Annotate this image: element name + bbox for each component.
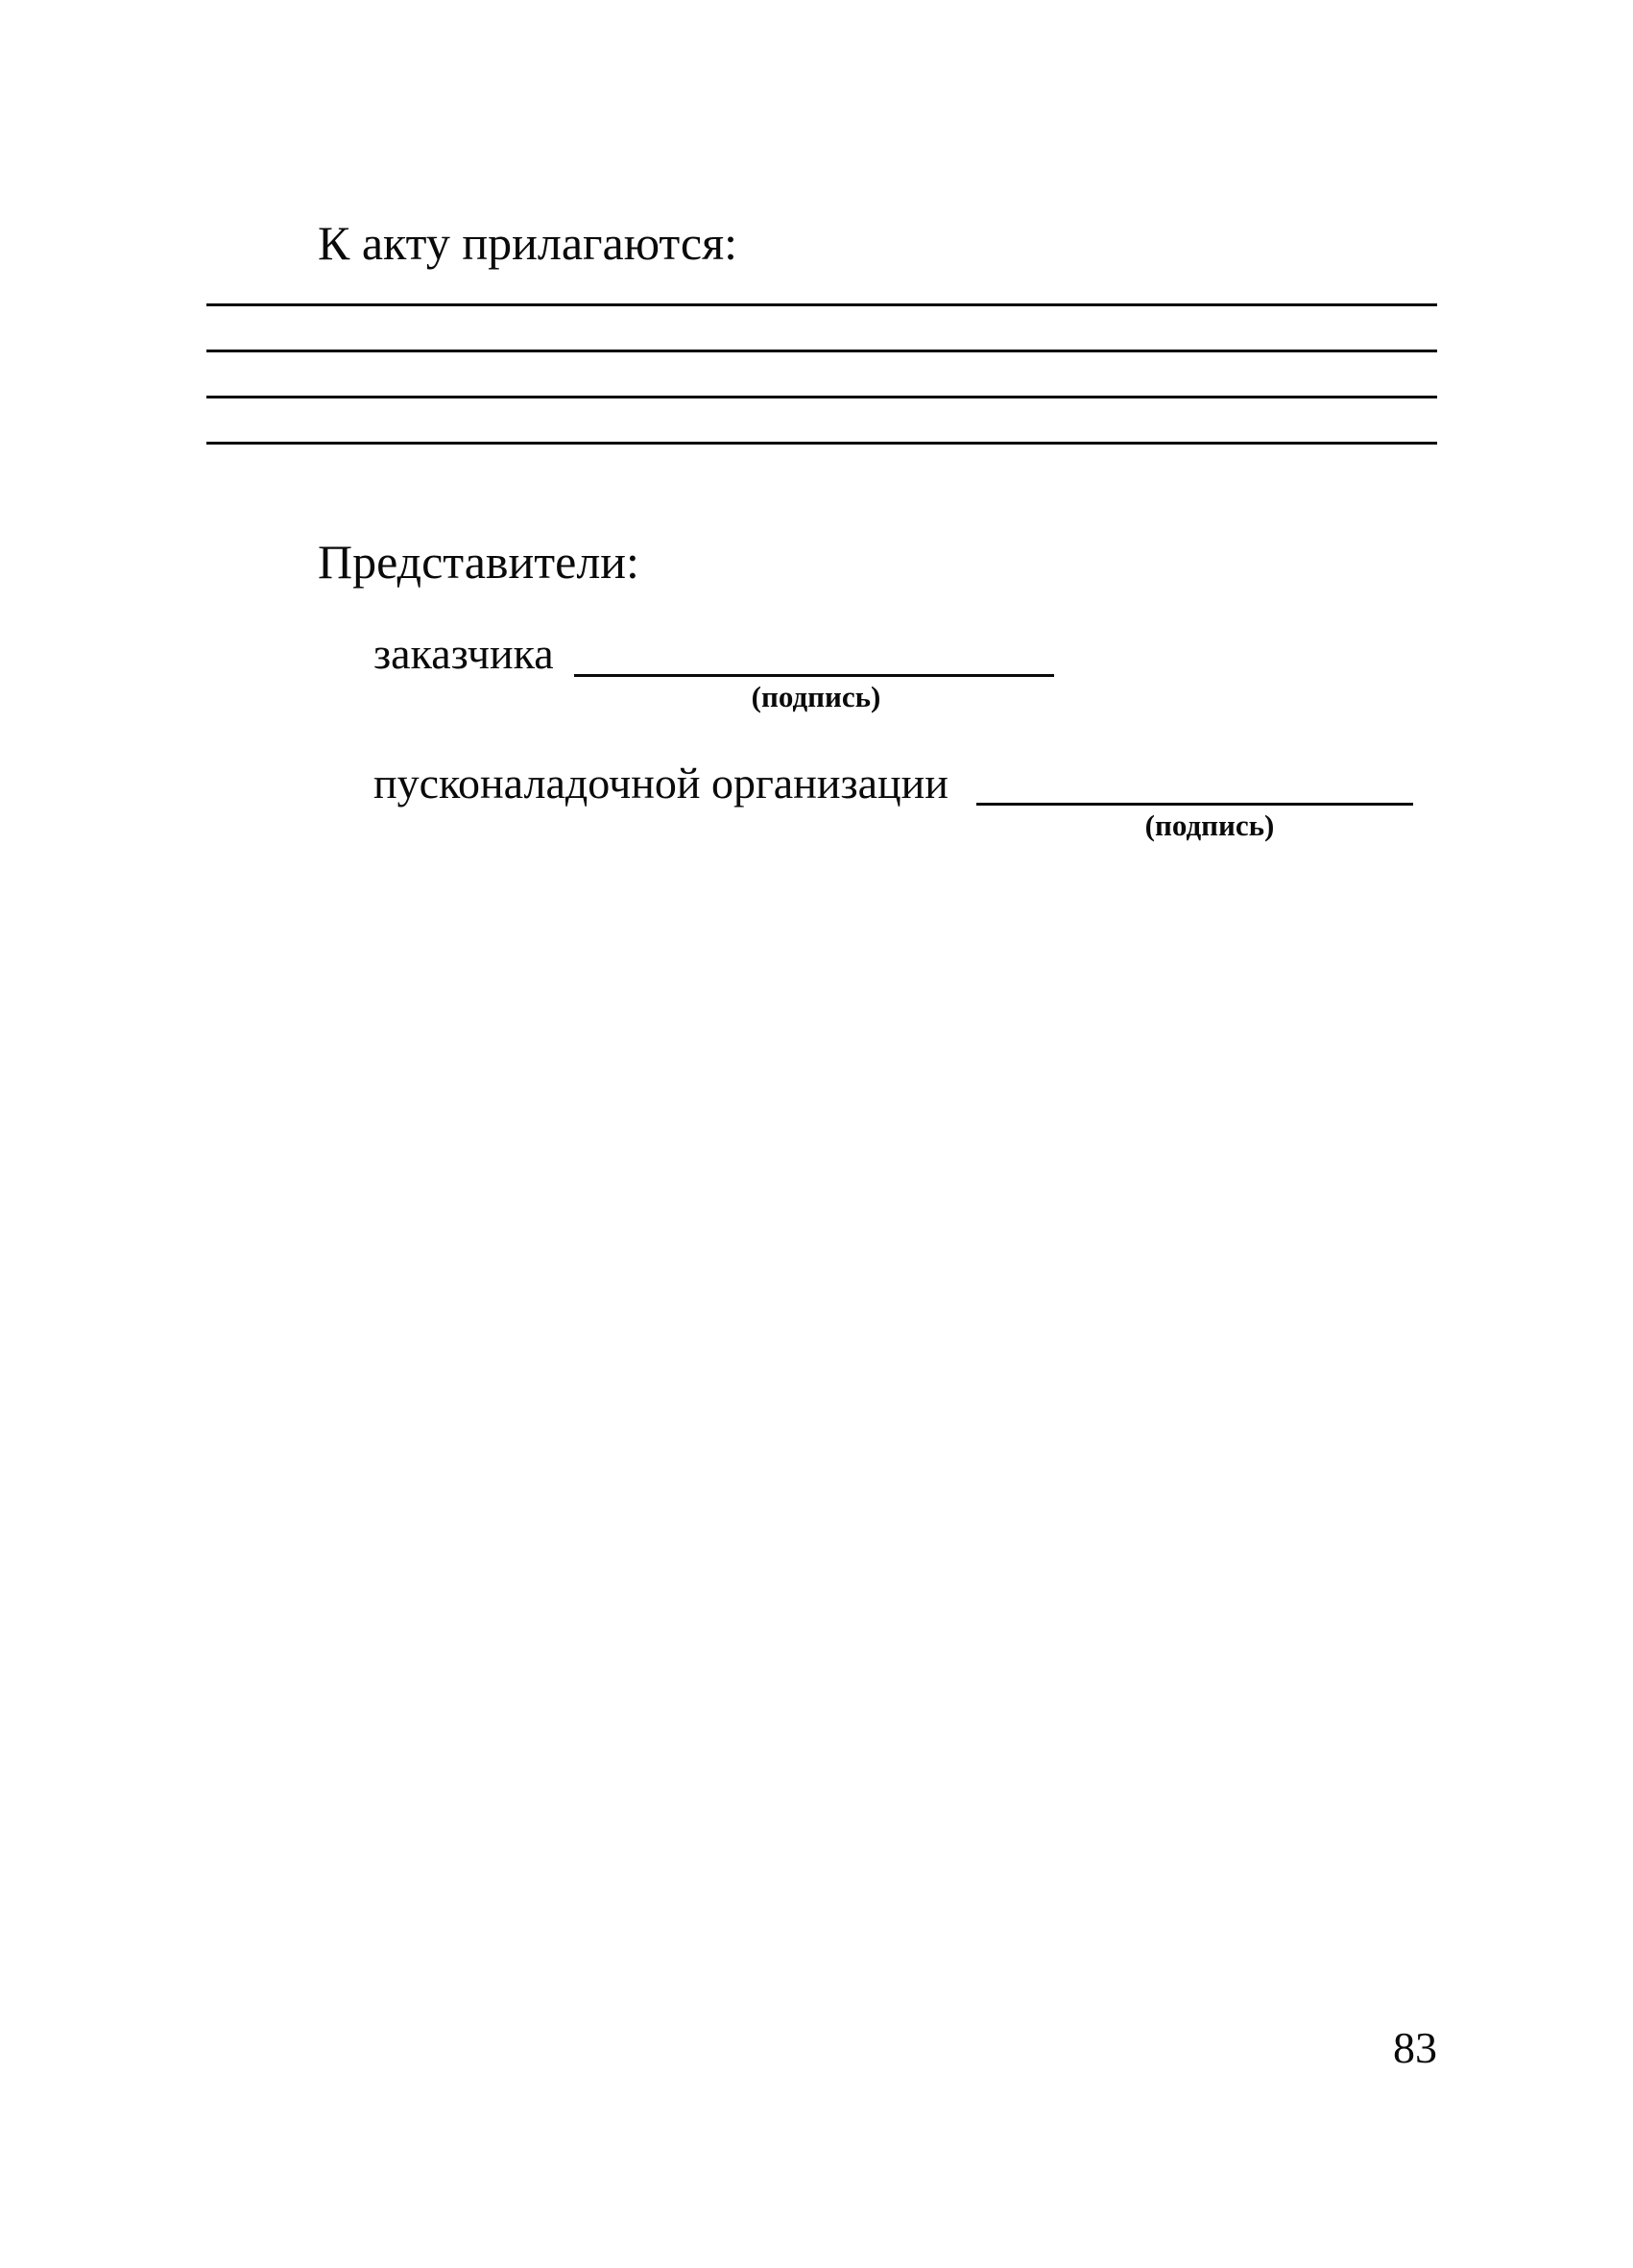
customer-signature-caption: (подпись) — [751, 680, 881, 713]
customer-signature-label: заказчика — [373, 629, 554, 678]
customer-signature-line — [574, 674, 1054, 677]
attachment-line — [206, 303, 1437, 306]
commissioning-org-signature-line — [976, 803, 1413, 806]
attachment-line — [206, 350, 1437, 352]
attachment-line — [206, 396, 1437, 398]
commissioning-org-signature-label: пусконаладочной организации — [373, 759, 949, 808]
attachments-heading: К акту прилагаются: — [318, 216, 737, 270]
page-number: 83 — [1393, 2023, 1437, 2072]
commissioning-org-signature-caption: (подпись) — [1144, 808, 1275, 842]
attachment-line — [206, 442, 1437, 445]
representatives-heading: Представители: — [318, 535, 639, 589]
